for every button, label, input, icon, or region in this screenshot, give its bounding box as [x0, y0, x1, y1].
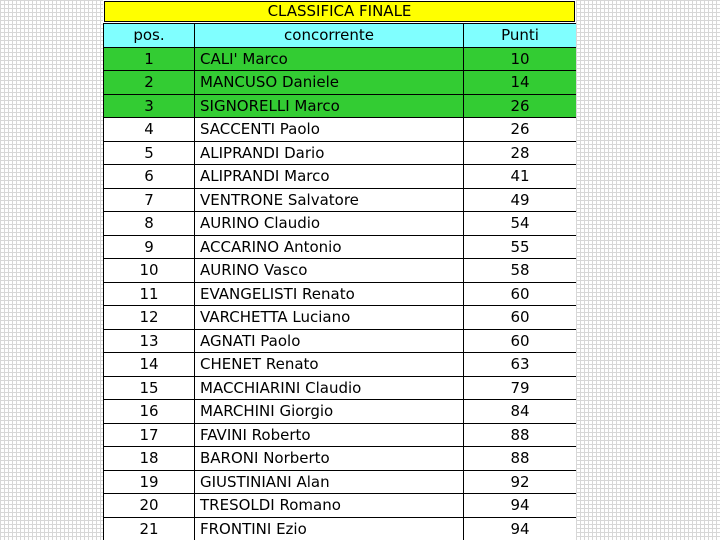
cell-competitor[interactable]: CALI' Marco — [195, 47, 464, 71]
cell-pos[interactable]: 6 — [104, 165, 195, 189]
cell-pos[interactable]: 16 — [104, 400, 195, 424]
cell-points[interactable]: 63 — [464, 353, 577, 377]
cell-competitor[interactable]: AURINO Vasco — [195, 259, 464, 283]
sheet-grid-left — [0, 0, 103, 540]
cell-competitor[interactable]: MANCUSO Daniele — [195, 71, 464, 95]
table-row — [104, 259, 577, 283]
cell-points[interactable]: 60 — [464, 306, 577, 330]
table-row — [104, 47, 577, 71]
header-points[interactable]: Punti — [464, 24, 577, 48]
table-row — [104, 517, 577, 540]
cell-points[interactable]: 26 — [464, 94, 577, 118]
cell-points[interactable]: 49 — [464, 188, 577, 212]
cell-competitor[interactable]: MACCHIARINI Claudio — [195, 376, 464, 400]
cell-pos[interactable]: 5 — [104, 141, 195, 165]
table-row — [104, 94, 577, 118]
table-row — [104, 494, 577, 518]
cell-points[interactable]: 92 — [464, 470, 577, 494]
table-row — [104, 400, 577, 424]
cell-competitor[interactable]: FRONTINI Ezio — [195, 517, 464, 540]
cell-points[interactable]: 88 — [464, 423, 577, 447]
table-row — [104, 282, 577, 306]
cell-competitor[interactable]: SACCENTI Paolo — [195, 118, 464, 142]
header-pos[interactable]: pos. — [104, 24, 195, 48]
cell-pos[interactable]: 18 — [104, 447, 195, 471]
cell-pos[interactable]: 8 — [104, 212, 195, 236]
cell-points[interactable]: 60 — [464, 282, 577, 306]
cell-competitor[interactable]: MARCHINI Giorgio — [195, 400, 464, 424]
cell-pos[interactable]: 9 — [104, 235, 195, 259]
cell-pos[interactable]: 21 — [104, 517, 195, 540]
cell-pos[interactable]: 13 — [104, 329, 195, 353]
ranking-grid — [103, 23, 576, 540]
table-row — [104, 141, 577, 165]
sheet-grid-right — [576, 0, 720, 540]
cell-competitor[interactable]: SIGNORELLI Marco — [195, 94, 464, 118]
cell-points[interactable]: 14 — [464, 71, 577, 95]
cell-competitor[interactable]: VARCHETTA Luciano — [195, 306, 464, 330]
table-row — [104, 71, 577, 95]
title-bar — [104, 1, 575, 22]
table-row — [104, 447, 577, 471]
cell-points[interactable]: 58 — [464, 259, 577, 283]
cell-pos[interactable]: 4 — [104, 118, 195, 142]
cell-points[interactable]: 84 — [464, 400, 577, 424]
table-row — [104, 118, 577, 142]
table-row — [104, 306, 577, 330]
cell-competitor[interactable]: BARONI Norberto — [195, 447, 464, 471]
cell-pos[interactable]: 2 — [104, 71, 195, 95]
cell-pos[interactable]: 19 — [104, 470, 195, 494]
cell-competitor[interactable]: CHENET Renato — [195, 353, 464, 377]
cell-points[interactable]: 55 — [464, 235, 577, 259]
cell-points[interactable]: 26 — [464, 118, 577, 142]
table-row — [104, 423, 577, 447]
cell-pos[interactable]: 7 — [104, 188, 195, 212]
table-row — [104, 353, 577, 377]
cell-competitor[interactable]: GIUSTINIANI Alan — [195, 470, 464, 494]
cell-pos[interactable]: 12 — [104, 306, 195, 330]
cell-points[interactable]: 94 — [464, 494, 577, 518]
cell-points[interactable]: 10 — [464, 47, 577, 71]
table-row — [104, 235, 577, 259]
table-row — [104, 329, 577, 353]
cell-competitor[interactable]: AURINO Claudio — [195, 212, 464, 236]
cell-competitor[interactable]: ACCARINO Antonio — [195, 235, 464, 259]
cell-competitor[interactable]: FAVINI Roberto — [195, 423, 464, 447]
cell-pos[interactable]: 11 — [104, 282, 195, 306]
cell-pos[interactable]: 1 — [104, 47, 195, 71]
cell-points[interactable]: 41 — [464, 165, 577, 189]
final-ranking-table — [103, 0, 576, 540]
cell-pos[interactable]: 3 — [104, 94, 195, 118]
cell-points[interactable]: 28 — [464, 141, 577, 165]
cell-competitor[interactable]: VENTRONE Salvatore — [195, 188, 464, 212]
cell-points[interactable]: 54 — [464, 212, 577, 236]
cell-pos[interactable]: 10 — [104, 259, 195, 283]
cell-points[interactable]: 60 — [464, 329, 577, 353]
table-title: CLASSIFICA FINALE — [267, 2, 412, 20]
cell-competitor[interactable]: TRESOLDI Romano — [195, 494, 464, 518]
cell-competitor[interactable]: AGNATI Paolo — [195, 329, 464, 353]
header-row — [104, 24, 577, 48]
cell-pos[interactable]: 17 — [104, 423, 195, 447]
cell-competitor[interactable]: EVANGELISTI Renato — [195, 282, 464, 306]
cell-competitor[interactable]: ALIPRANDI Marco — [195, 165, 464, 189]
cell-pos[interactable]: 14 — [104, 353, 195, 377]
cell-pos[interactable]: 20 — [104, 494, 195, 518]
cell-pos[interactable]: 15 — [104, 376, 195, 400]
table-row — [104, 376, 577, 400]
header-competitor[interactable]: concorrente — [195, 24, 464, 48]
table-row — [104, 212, 577, 236]
table-row — [104, 470, 577, 494]
cell-points[interactable]: 79 — [464, 376, 577, 400]
cell-competitor[interactable]: ALIPRANDI Dario — [195, 141, 464, 165]
table-row — [104, 165, 577, 189]
table-row — [104, 188, 577, 212]
cell-points[interactable]: 88 — [464, 447, 577, 471]
cell-points[interactable]: 94 — [464, 517, 577, 540]
